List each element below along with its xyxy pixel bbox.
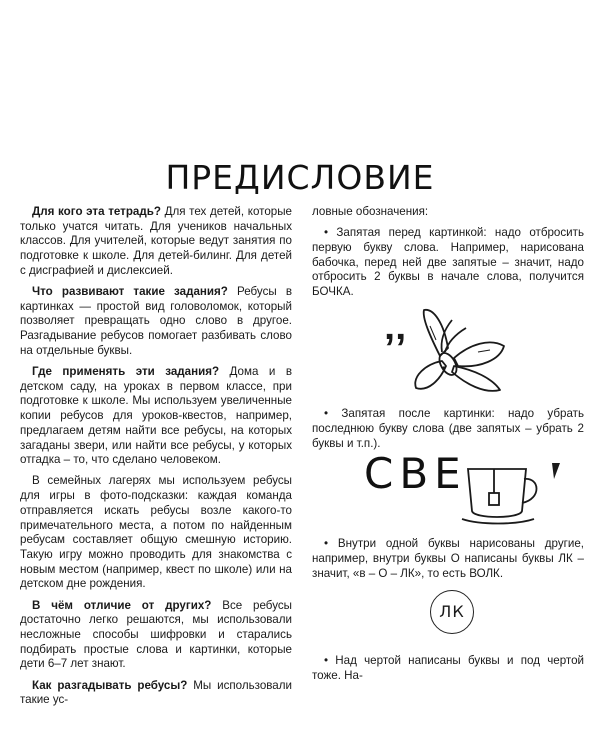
paragraph-how-to-solve: Как разгадывать ребусы? Мы использовали такие ус- <box>20 678 292 707</box>
letters-in-circle: ЛК <box>430 590 474 634</box>
rebus-letters: СВЕ <box>364 449 467 499</box>
rule-above-below-line: • Над чертой написаны буквы и под чертой тоже. На- <box>312 653 584 682</box>
rule-letters-inside: • Внутри одной буквы нарисованы другие, например, внутри буквы О написаны буквы ЛК – значит, «в – О – ЛК», то есть ВОЛК. <box>312 537 584 580</box>
right-column <box>312 205 584 690</box>
left-column <box>20 205 292 715</box>
question-heading: Где применять эти задания? <box>32 365 220 379</box>
circle-rebus <box>312 588 584 648</box>
cup-rebus <box>312 449 584 529</box>
page-title: ПРЕДИСЛОВИЕ <box>165 158 435 197</box>
teacup-icon <box>460 459 570 527</box>
question-heading: Как разгадывать ребусы? <box>32 678 188 692</box>
question-heading: Что развивают такие задания? <box>32 285 228 299</box>
butterfly-icon <box>382 306 522 398</box>
double-comma-mark: ‚‚ <box>384 304 407 349</box>
continuation-text: ловные обозначения: <box>312 205 429 218</box>
butterfly-rebus <box>312 306 584 401</box>
paragraph-for-whom: Для кого эта тетрадь? Для тех детей, которые только учатся читать. Для учеников начальных классов. Для учителей, которые ведут занятия по подготовке к школе. Для детей-билинг. Для детей с дисграфией и дислексией. <box>20 205 293 277</box>
paragraph-what-develops: Что развивают такие задания? Ребусы в картинках — простой вид головоломок, который позволяет превращать одно слово в другое. Разгадывание ребусов помогает разбивать слово на отдельные буквы. <box>20 285 292 357</box>
rule-comma-before: • Запятая перед картинкой: надо отбросить первую букву слова. Например, нарисована бабочка, перед ней две запятые – значит, надо отбросить 2 буквы в начале слова, получится БОЧКА. <box>312 226 584 299</box>
question-heading: В чём отличие от других? <box>32 598 212 612</box>
rule-comma-after: • Запятая после картинки: надо убрать последнюю букву слова (две запятых – убрать 2 буквы и т.п.). <box>312 407 584 450</box>
paragraph-where-apply: Где применять эти задания? Дома и в детском саду, на уроках в первом классе, при подготовке к школе. Мы используем увеличенные копии ребусов для уроков-квестов, например, предлагаем детям найти все ребусы, на которых загаданы звери, или найти все ребусы, у которых отгадка – то, что сделано человеком. <box>20 365 292 467</box>
paragraph-difference: В чём отличие от других? Все ребусы достаточно легко решаются, мы использовали несложные способы шифровки и старались подбирать простые слова и картинки, которые дети 6–7 лет знают. <box>20 598 292 671</box>
question-heading: Для кого эта тетрадь? <box>32 205 161 218</box>
paragraph-camps: В семейных лагерях мы используем ребусы для игры в фото-подсказки: каждая команда отправляется искать ребусы возле какого-то примечательного места, а потом по найденным ребусам составляет общую смешную историю. Такую игру можно проводить для знакомства с новым местом (например, квест по школе) или на детском дне рождения. <box>20 474 292 591</box>
